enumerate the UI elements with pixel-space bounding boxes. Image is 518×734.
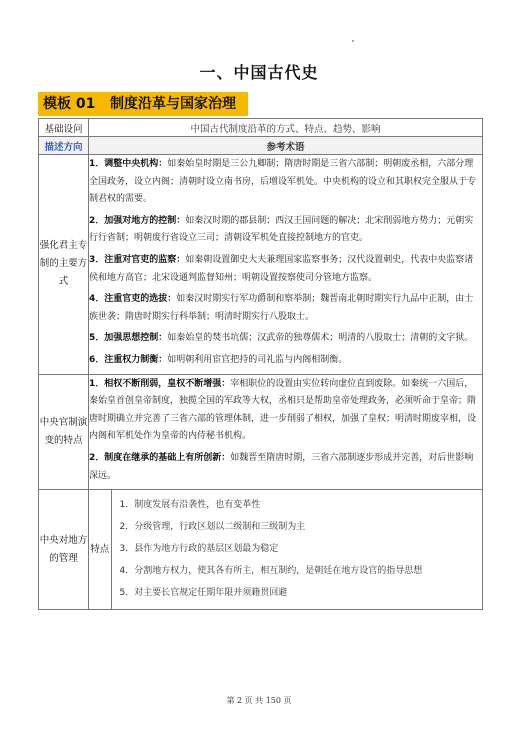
list-item: 6．注重权力制衡：如明朝利用宦官把持的司礼监与内阁相制衡。 [89,354,348,365]
list-item: 5．对主要长官规定任期年限并须籍贯回避 [119,588,288,599]
list-item: 2．加强对地方的控制：如秦汉时期的郡县制；西汉王国问题的解决；北宋削弱地方势力；元朝实行行省制；明朝废行省设立三司；清朝设军机处直接控制地方的官吏。 [89,215,474,244]
list-item: 2．制度在继承的基础上有所创新：如魏晋至隋唐时期，三省六部制逐步形成并完善，对后世影响深远。 [89,452,474,481]
list-item: 4．注重官吏的选拔：如秦汉时期实行军功爵制和察举制；魏晋南北朝时期实行九品中正制，由士族世袭；隋唐时期实行科举制；明清时期实行八股取士。 [89,294,474,322]
list-item: 4．分割地方权力，使其各有所主，相互制约，是朝廷在地方设官的指导思想 [119,566,423,577]
list-item: 1．调整中央机构：如秦始皇时期是三公九卿制；隋唐时期是三省六部制；明朝废丞相，六部分理全国政务，设立内阁；清朝时设立南书房，后增设军机处。中央机构的设立和其职权完全服从于专制君权的需要。 [89,159,477,205]
header-row [39,119,483,137]
direction-right-cell: 参考术语 [89,137,483,155]
content-table [38,118,483,610]
section-content [89,374,483,490]
page-footer: 第 2 页 共 150 页 [226,696,292,705]
header-right-cell: 中国古代制度沿革的方式、特点、趋势、影响 [89,119,483,137]
list-item: 2．分级管理，行政区划以二级制和三级制为主 [119,522,306,533]
section-row-autocracy [39,155,483,375]
section-label: 强化君主专制的主要方式 [39,155,89,375]
direction-left-cell: 描述方向 [39,137,89,155]
feature-label: 特点 [89,490,111,609]
nested-table [89,490,482,609]
list-item: 1．制度发展有沿袭性，也有变革性 [119,500,261,511]
list-item: 3．县作为地方行政的基层区划最为稳定 [119,544,279,555]
direction-row [39,137,483,155]
scan-speck [352,40,354,42]
section-row-local-management [39,490,483,610]
template-label: 模板 01 [43,96,96,112]
list-item: 3．注重对官吏的监察：如秦朝设置御史大夫兼理国家监察事务；汉代设置刺史，代表中央监察诸侯和地方高官；北宋设通判监督知州；明朝设置按察使司分管地方监察。 [89,254,474,283]
template-banner [38,92,248,116]
section-content [89,490,483,610]
section-row-central-officials [39,374,483,490]
list-item: 1．相权不断削弱，皇权不断增强：宰相职位的设置由实位转向虚位直到废除。如秦统一六国后，秦始皇首创皇帝制度，独揽全国的军政等大权，丞相只是帮助皇帝处理政务，必须听命于皇帝；隋唐时期确立并完善了三省六部的管理体制，进一步削弱了相权，加强了皇权；明清时期废宰相，设内阁和军机处作为皇帝的内侍秘书机构。 [89,378,477,442]
section-label: 中央对地方的管理 [39,490,89,610]
list-item: 5．加强思想控制：如秦始皇的焚书坑儒；汉武帝的独尊儒术；明清的八股取士；清朝的文字狱。 [89,333,474,344]
section-content [89,155,483,375]
page-heading: 一、中国古代史 [199,63,319,82]
section-label: 中央官制演变的特点 [39,374,89,490]
header-left-cell: 基础设问 [39,119,89,137]
template-title: 制度沿革与国家治理 [109,96,236,112]
